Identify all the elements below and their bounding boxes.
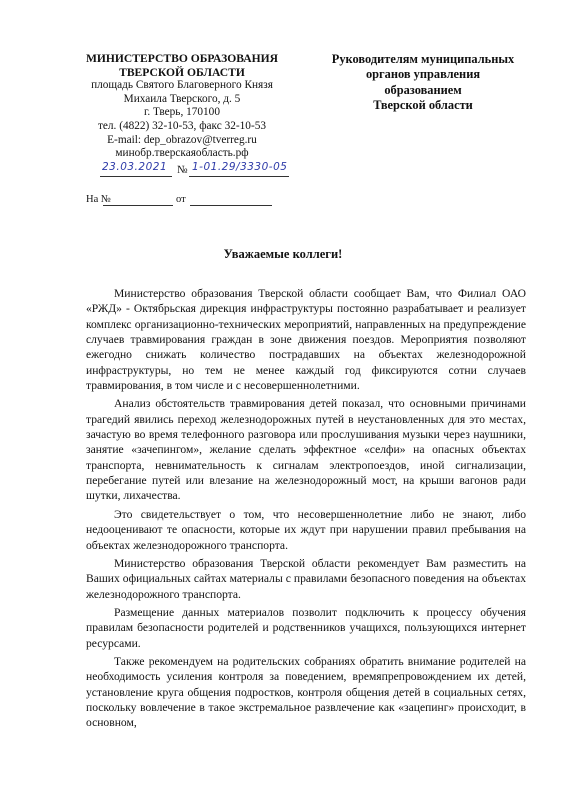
reference-line (86, 194, 286, 208)
sender-address-line-1: площадь Святого Благоверного Князя (91, 79, 273, 92)
registration-date: 23.03.2021 (102, 160, 168, 173)
sender-block (72, 52, 292, 178)
body-paragraph: Это свидетельствует о том, что несовершеннолетние либо не знают, либо недооценивают те опасности, которые их ждут при нарушении правил пребывания на объектах железнодорожного транспорта. (86, 507, 526, 552)
sender-phone: тел. (4822) 32-10-53, факс 32-10-53 (97, 119, 267, 132)
registration-line (72, 160, 292, 178)
body-paragraph: Министерство образования Тверской области рекомендует Вам разместить на Ваших официальных сайтах материалы с правилами безопасного поведения на объектах железнодорожного транспорта. (86, 556, 526, 601)
sender-site: минобр.тверскаяобласть.рф (115, 147, 249, 160)
salutation: Уважаемые коллеги! (223, 247, 343, 261)
sender-address-line-3: г. Тверь, 170100 (144, 106, 220, 119)
sender-address-line-2: Михаила Тверского, д. 5 (123, 92, 241, 105)
recipient-line-2: органов управления (365, 67, 481, 82)
sender-org-line-2: ТВЕРСКОЙ ОБЛАСТИ (119, 65, 245, 79)
sender-email: E-mail: dep_obrazov@tverreg.ru (107, 133, 257, 146)
body-paragraph: Министерство образования Тверской области сообщает Вам, что Филиал ОАО «РЖД» - Октябрьская дирекция инфраструктуры постоянно разрабатывает и реализует комплекс организационно-технических мероприятий, направленных на предупреждение случаев травмирования граждан в зоне движения поездов. Мероприятия позволяют ежегодно снижать количество пострадавших на объектах железнодорожной инфраструктуры, но тем не менее каждый год фиксируются сотни случаев травмирования, в том числе и с несовершеннолетними. (86, 287, 526, 393)
date-underline (100, 176, 172, 177)
number-underline (189, 176, 289, 177)
reference-number-blank (103, 205, 173, 206)
recipient-line-4: Тверской области (373, 98, 473, 113)
recipient-line-1: Руководителям муниципальных (331, 52, 515, 66)
body-paragraph: Также рекомендуем на родительских собраниях обратить внимание родителей на необходимость усиления контроля за поведением, времяпрепровождением их детей, установление круга общения подростков, контроля общения детей в социальных сетях, поскольку вовлечение в такое экстремальное развлечение как «зацепинг» происходит, в основном, (86, 654, 526, 730)
reference-date-blank (190, 205, 272, 206)
reference-number-label: На № (86, 194, 111, 205)
body-paragraph: Размещение данных материалов позволит подключить к процессу обучения правилам безопасности родителей и родственников учащихся, пользующихся интернет ресурсами. (86, 605, 526, 650)
sender-org-line-1: МИНИСТЕРСТВО ОБРАЗОВАНИЯ (85, 52, 279, 65)
reference-date-label: от (176, 194, 186, 205)
letter-body (86, 286, 526, 734)
recipient-block (318, 52, 528, 114)
registration-number-label: № (177, 163, 188, 176)
registration-number: 1-01.29/3330-05 (192, 160, 288, 173)
recipient-line-3: образованием (384, 82, 462, 97)
body-paragraph: Анализ обстоятельств травмирования детей показал, что основными причинами трагедий явились переход железнодорожных путей в неустановленных для это местах, зачастую во время телефонного разговора или прослушивания музыки через наушники, занятие «зачепингом», желание сделать эффектное «селфи» на опасных объектах транспорта, невнимательность к сигналам электропоездов, иной сигнализации, перебегание путей или влезание на железнодорожный мост, на крыши вагонов ради шутки, лихачества. (86, 397, 526, 503)
